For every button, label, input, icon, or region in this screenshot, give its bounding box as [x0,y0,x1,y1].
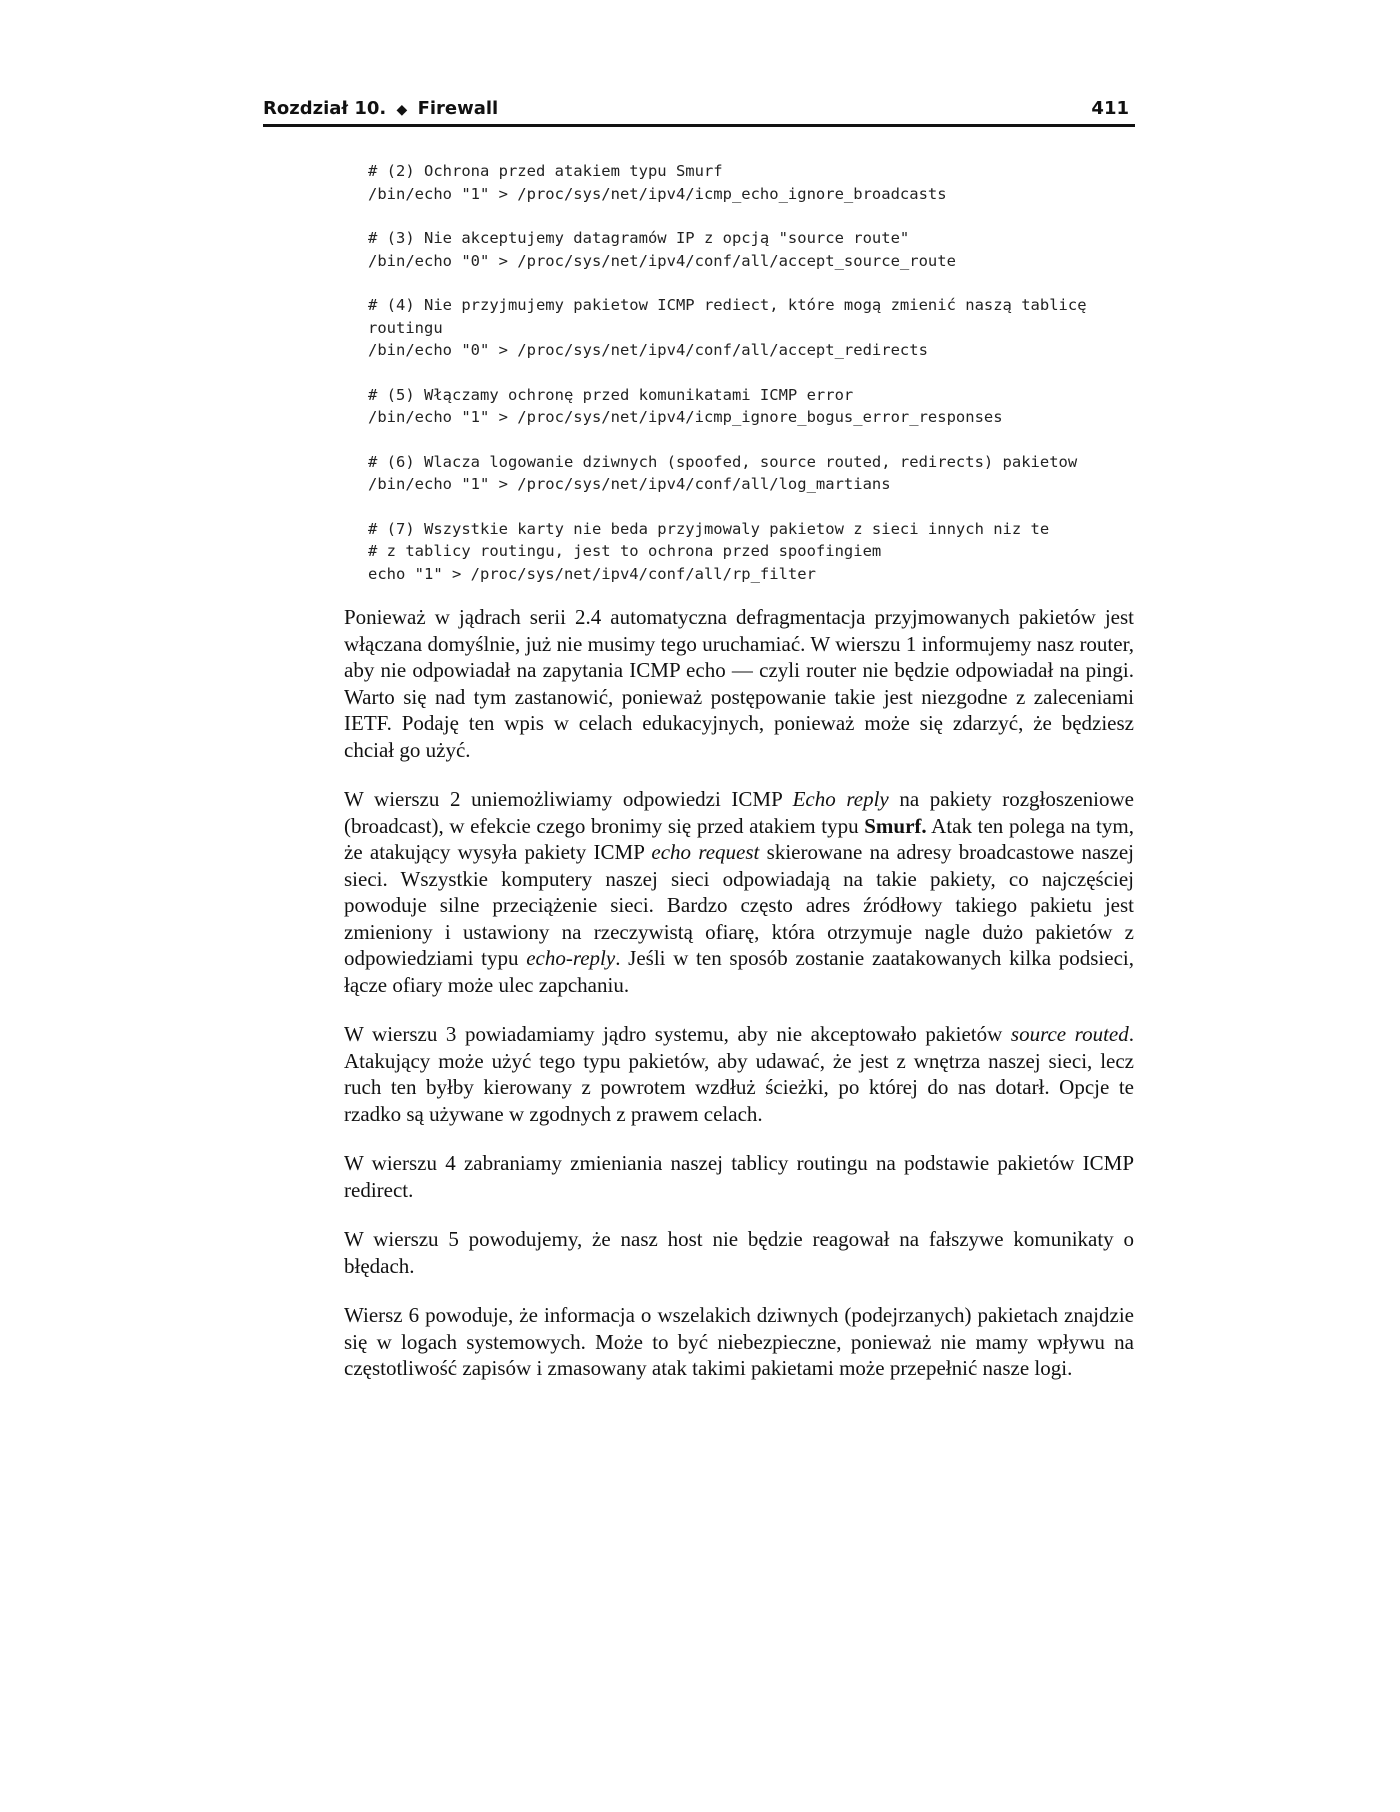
italic-term: source routed [1010,1022,1129,1046]
body-text [344,604,1134,1405]
code-line: # (2) Ochrona przed atakiem typu Smurf [368,162,723,180]
code-block [368,160,1128,205]
text-run: na pakiety rozgłoszeniowe (broadcast), w efekcie czego bronimy się przed atakiem typu [344,787,1134,838]
paragraph [344,786,1134,998]
code-line: /bin/echo "1" > /proc/sys/net/ipv4/icmp_echo_ignore_broadcasts [368,184,947,203]
text-run: skierowane na adresy broadcastowe naszej sieci. Wszystkie komputery naszej sieci odpowiadają na takie pakiety, co najczęściej powoduje silne przeciążenie sieci. Bardzo często adres źródłowy takiego pakietu jest zmieniony i ustawiony na rzeczywistą ofiarę, która otrzymuje nagle dużo pakietów z odpowiedziami typu [344,840,1134,970]
code-line: # (5) Włączamy ochronę przed komunikatami ICMP error [368,385,854,404]
code-line: echo "1" > /proc/sys/net/ipv4/conf/all/rp_filter [368,564,816,583]
italic-term: echo-reply [526,946,616,970]
paragraph: Wiersz 6 powoduje, że informacja o wszelakich dziwnych (podejrzanych) pakietach znajdzie się w logach systemowych. Może to być niebezpieczne, ponieważ nie mamy wpływu na częstotliwość zapisów i zmasowany atak takimi pakietami może przepełnić nasze logi. [344,1303,1134,1380]
paragraph [344,1021,1134,1127]
diamond-icon: ◆ [396,102,408,118]
running-header [263,98,1135,127]
code-block [368,227,1128,272]
code-line: # (6) Wlacza logowanie dziwnych (spoofed, source routed, redirects) pakietow [368,452,1078,471]
chapter-label: Rozdział 10. [263,98,387,119]
page-number: 411 [1091,98,1129,119]
code-line: /bin/echo "1" > /proc/sys/net/ipv4/conf/all/log_martians [368,475,891,493]
text-run: . Atakujący może użyć tego typu pakietów, aby udawać, że jest z wnętrza naszej sieci, lecz ruch ten byłby kierowany z powrotem wzdłuż ścieżki, po której do nas dotarł. Opcje te rzadko są używane w zgodnych z prawem celach. [344,1022,1134,1126]
text-run: . Jeśli w ten sposób zostanie zaatakowanych kilka podsieci, łącze ofiary może ulec zapchaniu. [344,946,1134,997]
code-block [368,294,1128,362]
code-block [368,384,1128,429]
chapter-heading [263,98,498,119]
paragraph: W wierszu 4 zabraniamy zmieniania naszej tablicy routingu na podstawie pakietów ICMP redirect. [344,1151,1134,1202]
italic-term: echo request [651,840,760,864]
italic-term: Echo reply [792,787,889,811]
code-line: # (7) Wszystkie karty nie beda przyjmowaly pakietow z sieci innych niz te [368,519,1050,538]
code-block [368,451,1128,496]
text-run: W wierszu 3 powiadamiamy jądro systemu, aby nie akceptowało pakietów [344,1022,1011,1046]
code-line: # (3) Nie akceptujemy datagramów IP z opcją "source route" [368,229,910,247]
text-run: Atak ten polega na tym, że atakujący wysyła pakiety ICMP [344,813,1134,864]
bold-term: Smurf. [864,813,927,838]
code-line: /bin/echo "0" > /proc/sys/net/ipv4/conf/all/accept_source_route [368,251,956,270]
text-run: W wierszu 2 uniemożliwiamy odpowiedzi ICMP [344,787,793,811]
code-block [368,518,1128,586]
section-title: Firewall [417,98,499,119]
code-line: /bin/echo "0" > /proc/sys/net/ipv4/conf/all/accept_redirects [368,341,928,359]
code-listing [368,160,1128,607]
code-line: /bin/echo "1" > /proc/sys/net/ipv4/icmp_ignore_bogus_error_responses [368,408,1003,426]
code-line: routingu [368,318,443,337]
paragraph: Ponieważ w jądrach serii 2.4 automatyczna defragmentacja przyjmowanych pakietów jest włączana domyślnie, już nie musimy tego uruchamiać. W wierszu 1 informujemy nasz router, aby nie odpowiadał na zapytania ICMP echo — czyli router nie będzie odpowiadał na pingi. Warto się nad tym zastanowić, ponieważ postępowanie takie jest niezgodne z zaleceniami IETF. Podaję ten wpis w celach edukacyjnych, ponieważ może się zdarzyć, że będziesz chciał go użyć. [344,605,1134,762]
paragraph: W wierszu 5 powodujemy, że nasz host nie będzie reagował na fałszywe komunikaty o błędach. [344,1227,1134,1278]
code-line: # z tablicy routingu, jest to ochrona przed spoofingiem [368,542,882,560]
code-line: # (4) Nie przyjmujemy pakietow ICMP rediect, które mogą zmienić naszą tablicę [368,296,1087,314]
